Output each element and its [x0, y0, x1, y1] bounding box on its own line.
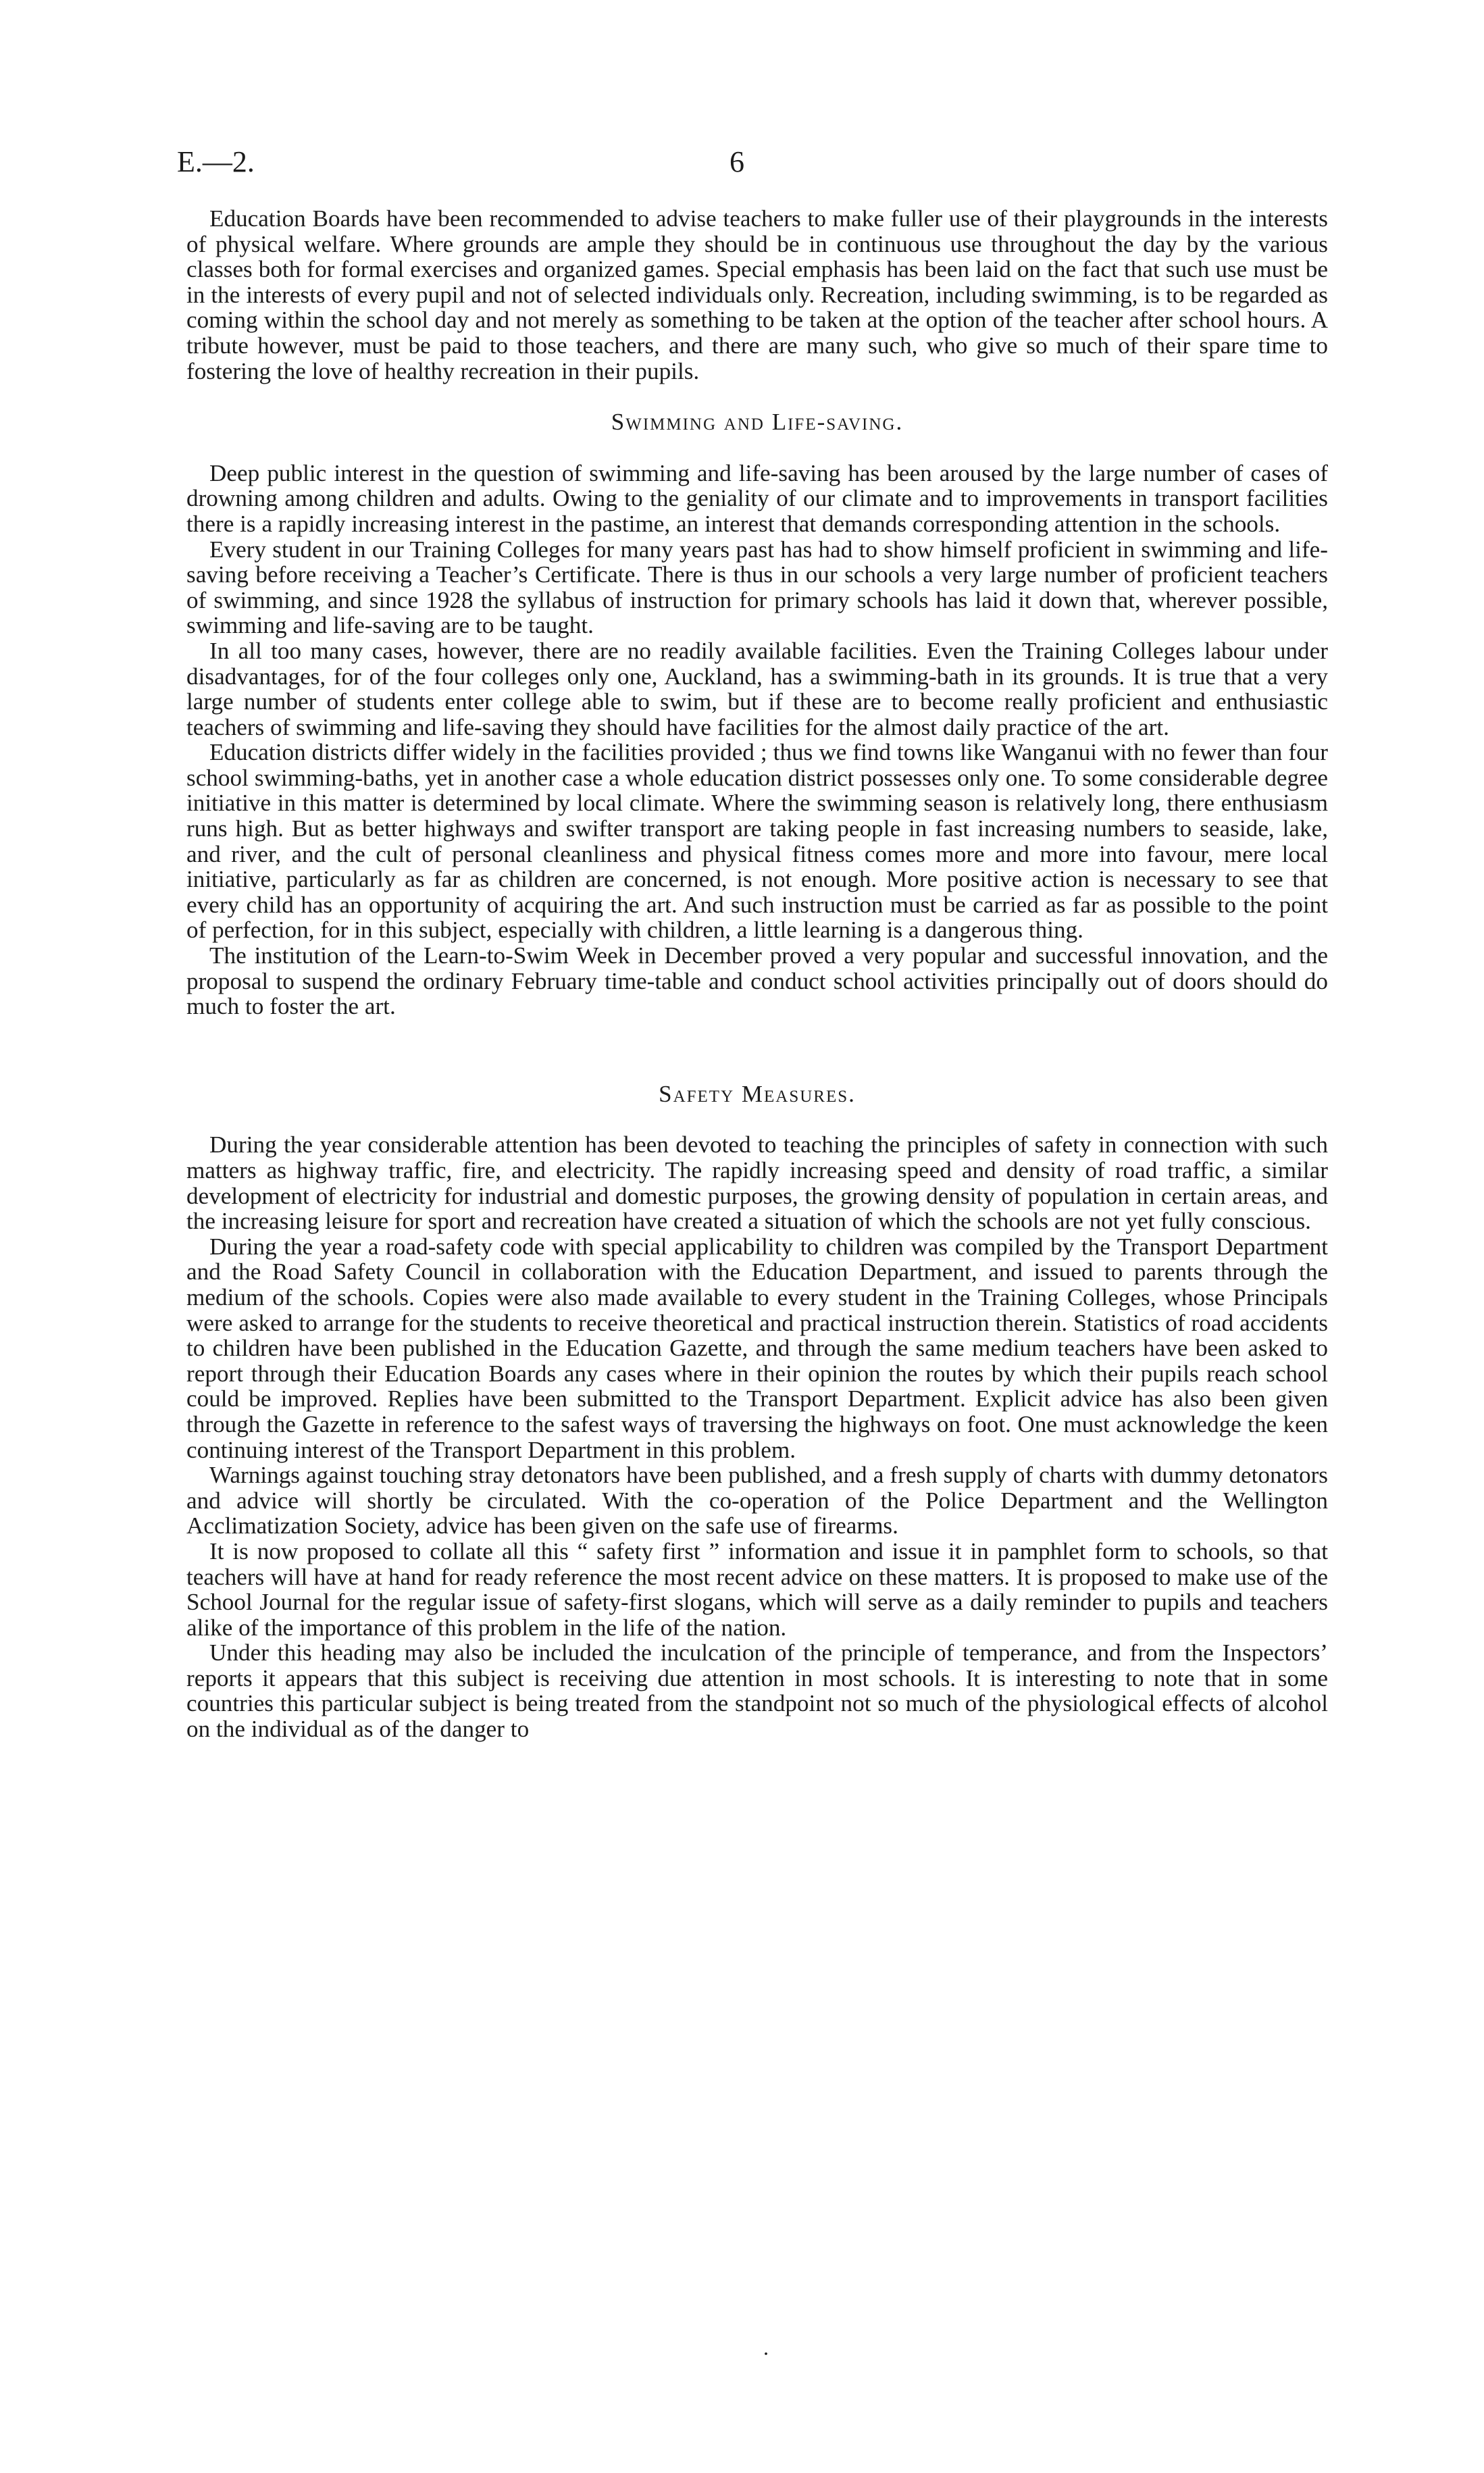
paragraph: Warnings against touching stray detonators have been published, and a fresh supply of charts with dummy detonators and advice will shortly be circulated. With the co-operation of the Police Department and the Wellington Acclimatization Society, advice has been given on the safe use of firearms.: [186, 1462, 1328, 1539]
paragraph: Every student in our Training Colleges for many years past has had to show himself proficient in swimming and life-saving before receiving a Teacher’s Certificate. There is thus in our schools a very large number of proficient teachers of swimming, and since 1928 the syllabus of instruction for primary schools has laid it down that, wherever possible, swimming and life-saving are to be taught.: [186, 536, 1328, 639]
section-heading-swimming: Swimming and Life-saving.: [611, 409, 904, 436]
document-reference: E.—2.: [177, 145, 255, 178]
paragraph: The institution of the Learn-to-Swim Week in December proved a very popular and successful innovation, and the proposal to suspend the ordinary February time-table and conduct school activities principally out of doors should do much to foster the art.: [186, 942, 1328, 1020]
page-header: [177, 145, 1325, 185]
intro-paragraph: Education Boards have been recommended to advise teachers to make fuller use of their playgrounds in the interests of physical welfare. Where grounds are ample they should be in continuous use throughout the day by the various classes both for formal exercises and organized games. Special emphasis has been laid on the fact that such use must be in the interests of every pupil and not of selected individuals only. Recreation, including swimming, is to be regarded as coming within the school day and not merely as something to be taken at the option of the teacher after school hours. A tribute however, must be paid to those teachers, and there are many such, who give so much of their spare time to fostering the love of healthy recreation in their pupils.: [186, 205, 1328, 384]
paragraph: It is now proposed to collate all this “ safety first ” information and issue it in pamphlet form to schools, so that teachers will have at hand for ready reference the most recent advice on these matters. It is proposed to make use of the School Journal for the regular issue of safety-first slogans, which will serve as a daily reminder to pupils and teachers alike of the importance of this problem in the life of the nation.: [186, 1537, 1328, 1641]
paragraph: In all too many cases, however, there are no readily available facilities. Even the Training Colleges labour under disadvantages, for of the four colleges only one, Auckland, has a swimming-bath in its grounds. It is true that a very large number of students enter college able to swim, but if these are to become really proficient and enthusiastic teachers of swimming and life-saving they should have facilities for the almost daily practice of the art.: [186, 637, 1328, 740]
section-heading-safety: Safety Measures.: [659, 1080, 856, 1107]
paragraph: During the year considerable attention has been devoted to teaching the principles of safety in connection with such matters as highway traffic, fire, and electricity. The rapidly increasing speed and density of road traffic, a similar development of electricity for industrial and domestic purposes, the growing density of population in certain areas, and the increasing leisure for sport and recreation have created a situation of which the schools are not yet fully conscious.: [186, 1131, 1328, 1235]
paragraph: Deep public interest in the question of swimming and life-saving has been aroused by the large number of cases of drowning among children and adults. Owing to the geniality of our climate and to improvements in transport facilities there is a rapidly increasing interest in the pastime, an interest that demands corresponding attention in the schools.: [186, 459, 1328, 537]
paragraph: Education districts differ widely in the facilities provided ; thus we find towns like Wanganui with no fewer than four school swimming-baths, yet in another case a whole education district possesses only one. To some considerable degree initiative in this matter is determined by local climate. Where the swimming season is relatively long, there enthusiasm runs high. But as better highways and swifter transport are taking people in fast increasing numbers to seaside, lake, and river, and the cult of personal cleanliness and physical fitness comes more and more into favour, mere local initiative, particularly as far as children are concerned, is not enough. More positive action is necessary to see that every child has an opportunity of acquiring the art. And such instruction must be carried as far as possible to the point of perfection, for in this subject, especially with children, a little learning is a dangerous thing.: [186, 739, 1328, 944]
footer-mark: .: [763, 2335, 769, 2360]
page-body: [186, 206, 1328, 1742]
paragraph: During the year a road-safety code with special applicability to children was compiled by the Transport Department and the Road Safety Council in collaboration with the Education Department, and issued to parents through the medium of the schools. Copies were also made available to every student in the Training Colleges, whose Principals were asked to arrange for the students to receive theoretical and practical instruction therein. Statistics of road accidents to children have been published in the Education Gazette, and through the same medium teachers have been asked to report through their Education Boards any cases where in their opinion the routes by which their pupils reach school could be improved. Replies have been submitted to the Transport Department. Explicit advice has also been given through the Gazette in reference to the safest ways of traversing the highways on foot. One must acknowledge the keen continuing interest of the Transport Department in this problem.: [186, 1233, 1328, 1463]
paragraph: Under this heading may also be included the inculcation of the principle of temperance, and from the Inspectors’ reports it appears that this subject is receiving due attention in most schools. It is interesting to note that in some countries this particular subject is being treated from the standpoint not so much of the physiological effects of alcohol on the individual as of the danger to: [186, 1639, 1328, 1743]
page-number: 6: [730, 145, 744, 178]
